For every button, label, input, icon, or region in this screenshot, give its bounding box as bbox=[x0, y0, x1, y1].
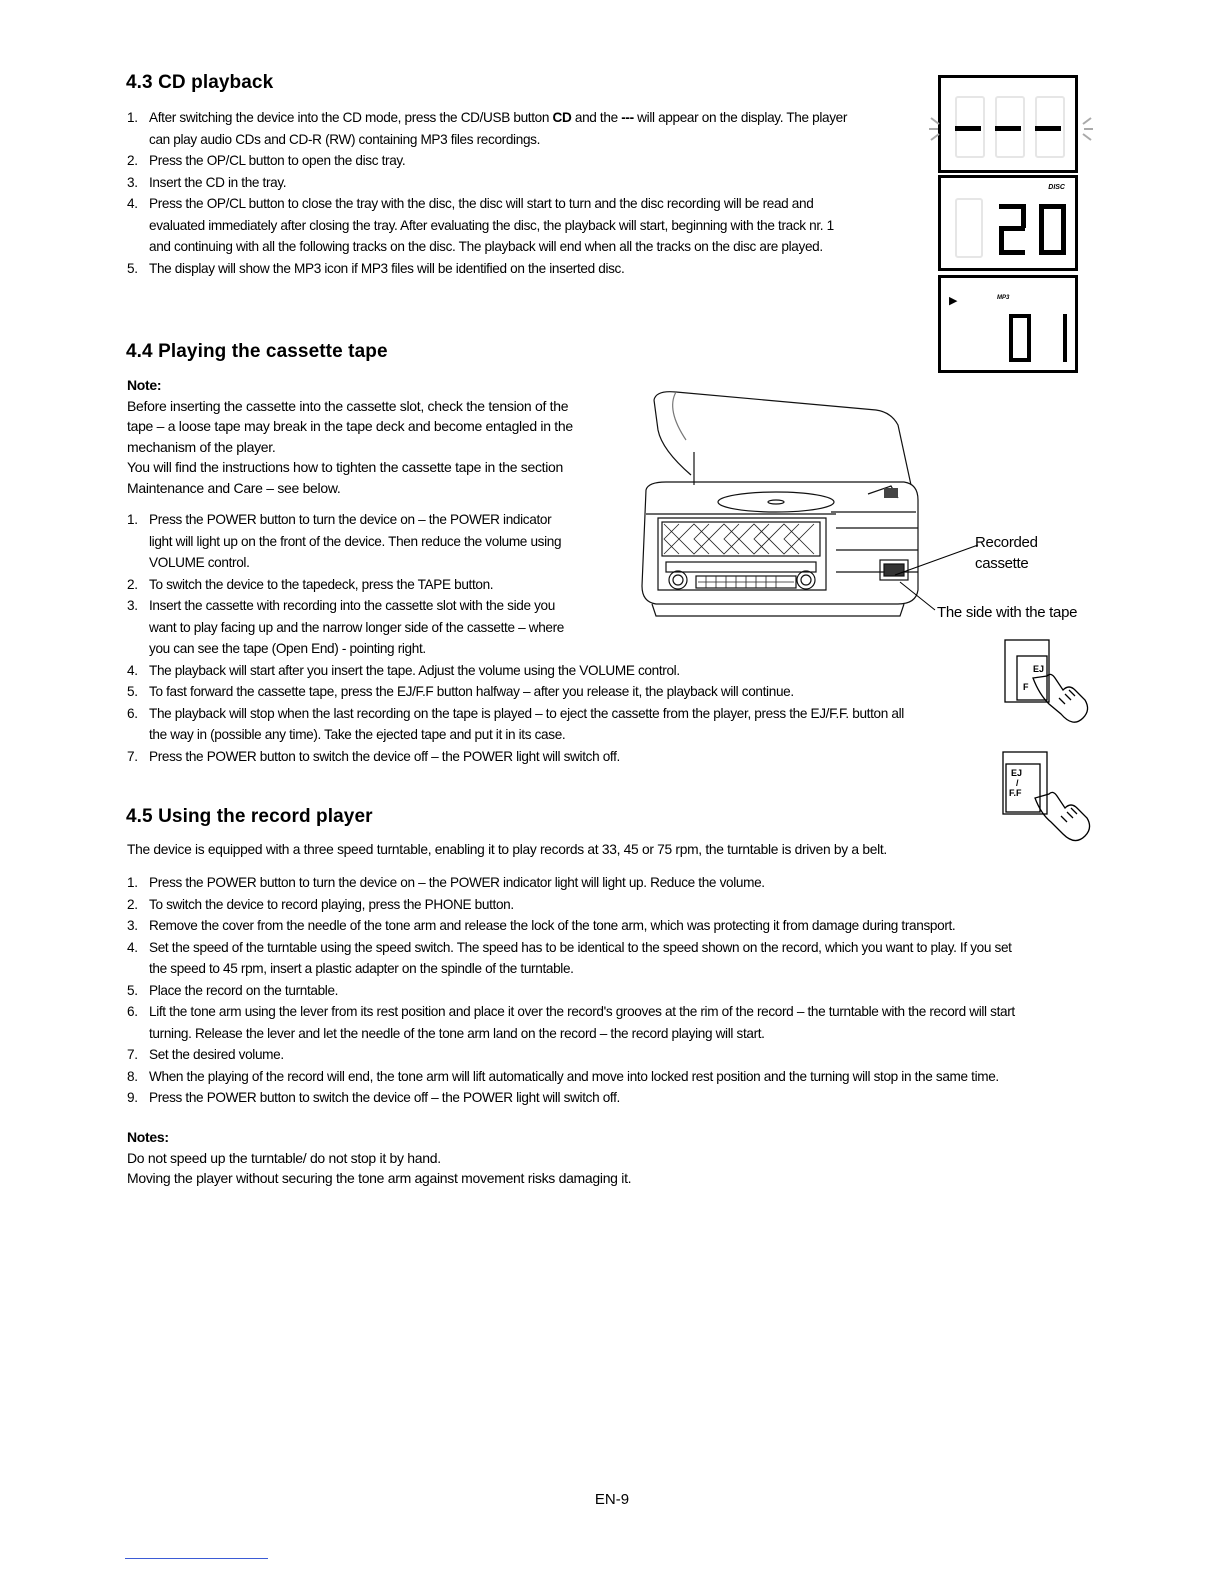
text-line: tape – a loose tape may break in the tape deck and become entagled in the bbox=[127, 418, 573, 434]
list-number: 7. bbox=[127, 748, 138, 764]
display-dashes bbox=[938, 75, 1078, 173]
list-number: 4. bbox=[127, 196, 138, 211]
list-line: VOLUME control. bbox=[149, 555, 250, 570]
list-line: The display will show the MP3 icon if MP3 files will be identified on the inserted disc. bbox=[149, 260, 625, 276]
list-line: Press the POWER button to turn the device on – the POWER indicator bbox=[149, 512, 552, 527]
list-number: 8. bbox=[127, 1068, 138, 1084]
list-line: Press the POWER button to switch the device off – the POWER light will switch off. bbox=[149, 1090, 620, 1105]
list-line: After switching the device into the CD mode, press the CD/USB button CD and the --- will appear on the display. The player bbox=[149, 110, 848, 125]
list-line: the way in (possible any time). Take the ejected tape and put it in its case. bbox=[149, 727, 566, 742]
list-number: 3. bbox=[127, 918, 138, 933]
list-line: To fast forward the cassette tape, press the EJ/F.F button halfway – after you release it, the playback will continue. bbox=[149, 684, 794, 699]
button-frame-icon bbox=[1001, 750, 1093, 850]
list-line: Place the record on the turntable. bbox=[149, 982, 339, 998]
label-cassette: cassette bbox=[975, 555, 1029, 572]
record-intro: The device is equipped with a three speed turntable, enabling it to play records at 33, 45 or 75 rpm, the turntable is driven by a belt. bbox=[127, 842, 887, 857]
text-line: You will find the instructions how to tighten the cassette tape in the section bbox=[127, 459, 564, 475]
list-item bbox=[127, 660, 977, 682]
heading-cassette: 4.4 Playing the cassette tape bbox=[126, 341, 388, 362]
list-number: 7. bbox=[127, 1047, 138, 1062]
list-number: 5. bbox=[127, 260, 138, 276]
list-line: The playback will start after you insert the tape. Adjust the volume using the VOLUME control. bbox=[149, 662, 680, 678]
list-line: Insert the cassette with recording into the cassette slot with the side you bbox=[149, 598, 555, 613]
list-number: 9. bbox=[127, 1090, 138, 1105]
list-line: Set the desired volume. bbox=[149, 1047, 284, 1062]
button-frame-icon bbox=[1003, 638, 1093, 738]
list-number: 2. bbox=[127, 576, 138, 592]
list-item bbox=[127, 681, 977, 703]
list-line: evaluated immediately after closing the tray. After evaluating the disc, the playback will start, beginning with the track nr. 1 bbox=[149, 217, 834, 233]
ej-button-halfway bbox=[1003, 638, 1093, 738]
page-number: EN-9 bbox=[594, 1491, 630, 1508]
text-line: Before inserting the cassette into the cassette slot, check the tension of the bbox=[127, 397, 569, 414]
heading-cd-playback: 4.3 CD playback bbox=[126, 72, 274, 93]
ej-button-full bbox=[1001, 750, 1093, 850]
mp3-label: MP3 bbox=[997, 295, 1010, 301]
ff-label: F.F bbox=[1009, 788, 1022, 798]
list-line: The playback will stop when the last recording on the tape is played – to eject the cassette from the player, press the EJ/F.F. button all bbox=[149, 705, 904, 721]
list-item bbox=[127, 1044, 1107, 1066]
list-item bbox=[127, 980, 1107, 1002]
display-mp3-01 bbox=[938, 275, 1078, 373]
list-item bbox=[127, 258, 917, 280]
label-tape-side: The side with the tape bbox=[937, 604, 1078, 621]
ff-label: F bbox=[1023, 682, 1029, 692]
list-number: 5. bbox=[127, 684, 138, 699]
list-line: Insert the CD in the tray. bbox=[149, 174, 287, 190]
slash-label: / bbox=[1016, 778, 1019, 788]
list-number: 4. bbox=[127, 662, 138, 678]
list-item bbox=[127, 746, 977, 768]
cassette-note bbox=[127, 375, 627, 498]
list-line: you can see the tape (Open End) - pointing right. bbox=[149, 641, 426, 656]
list-line: light will light up on the front of the device. Then reduce the volume using bbox=[149, 533, 562, 549]
ej-label: EJ bbox=[1033, 664, 1045, 674]
list-number: 1. bbox=[127, 875, 138, 890]
list-item bbox=[127, 915, 1107, 937]
list-number: 3. bbox=[127, 598, 138, 613]
list-line: can play audio CDs and CD-R (RW) containing MP3 files recordings. bbox=[149, 131, 541, 147]
list-number: 1. bbox=[127, 512, 138, 527]
list-line: the speed to 45 rpm, insert a plastic adapter on the spindle of the turntable. bbox=[149, 961, 574, 976]
list-number: 1. bbox=[127, 110, 138, 125]
list-line: To switch the device to the tapedeck, press the TAPE button. bbox=[149, 576, 494, 592]
text-line: Maintenance and Care – see below. bbox=[127, 479, 341, 496]
list-line: and continuing with all the following tracks on the disc. The playback will end when all the tracks on the disc are played. bbox=[149, 239, 823, 254]
footnote-rule bbox=[125, 1558, 268, 1559]
text-line: mechanism of the player. bbox=[127, 438, 276, 455]
notes-title: Notes: bbox=[127, 1129, 169, 1145]
list-line: When the playing of the record will end, the tone arm will lift automatically and move into locked rest position and the turning will stop in the same time. bbox=[149, 1068, 999, 1084]
ej-label: EJ bbox=[1011, 768, 1023, 778]
list-line: want to play facing up and the narrow longer side of the cassette – where bbox=[149, 619, 565, 635]
note-title: Note: bbox=[127, 377, 162, 393]
list-line: Lift the tone arm using the lever from its rest position and place it over the record's grooves at the rim of the record – the turntable with the record will start bbox=[149, 1004, 1015, 1019]
list-item bbox=[127, 703, 977, 746]
list-item bbox=[127, 193, 917, 258]
list-number: 6. bbox=[127, 705, 138, 721]
list-number: 3. bbox=[127, 174, 138, 190]
text-line: Do not speed up the turntable/ do not stop it by hand. bbox=[127, 1149, 441, 1166]
list-line: Set the speed of the turntable using the speed switch. The speed has to be identical to the speed shown on the record, which you want to play. If you set bbox=[149, 939, 1012, 955]
list-line: Press the POWER button to switch the device off – the POWER light will switch off. bbox=[149, 748, 620, 764]
record-steps-list bbox=[127, 872, 1107, 1109]
list-number: 4. bbox=[127, 939, 138, 955]
list-item bbox=[127, 1087, 1107, 1109]
display-disc-20 bbox=[938, 175, 1078, 271]
cd-steps-list bbox=[127, 107, 917, 279]
list-line: Press the OP/CL button to close the tray with the disc, the disc will start to turn and the disc recording will be read and bbox=[149, 196, 814, 211]
list-item bbox=[127, 894, 1107, 916]
list-line: Remove the cover from the needle of the tone arm and release the lock of the tone arm, which was protecting it from damage during transport. bbox=[149, 918, 956, 933]
list-number: 5. bbox=[127, 982, 138, 998]
list-item bbox=[127, 1001, 1107, 1044]
list-number: 2. bbox=[127, 896, 138, 912]
list-item bbox=[127, 107, 917, 150]
text-line: Moving the player without securing the tone arm against movement risks damaging it. bbox=[127, 1170, 632, 1186]
list-line: turning. Release the lever and let the needle of the tone arm land on the record – the record playing will start. bbox=[149, 1025, 765, 1041]
play-icon: ▶ bbox=[949, 295, 958, 307]
blink-rays-icon bbox=[929, 114, 1093, 144]
heading-record-player: 4.5 Using the record player bbox=[126, 806, 373, 827]
list-line: Press the POWER button to turn the device on – the POWER indicator light will light up. Reduce the volume. bbox=[149, 875, 765, 890]
label-recorded: Recorded bbox=[975, 534, 1038, 551]
list-item bbox=[127, 1066, 1107, 1088]
list-number: 6. bbox=[127, 1004, 138, 1019]
list-item bbox=[127, 172, 917, 194]
disc-label: DISC bbox=[1048, 184, 1065, 191]
record-notes bbox=[127, 1127, 927, 1189]
retro-player-illustration bbox=[636, 390, 926, 625]
list-line: To switch the device to record playing, press the PHONE button. bbox=[149, 896, 514, 912]
list-number: 2. bbox=[127, 153, 138, 168]
list-item bbox=[127, 937, 1107, 980]
list-line: Press the OP/CL button to open the disc tray. bbox=[149, 153, 406, 168]
list-item bbox=[127, 150, 917, 172]
list-item bbox=[127, 872, 1107, 894]
